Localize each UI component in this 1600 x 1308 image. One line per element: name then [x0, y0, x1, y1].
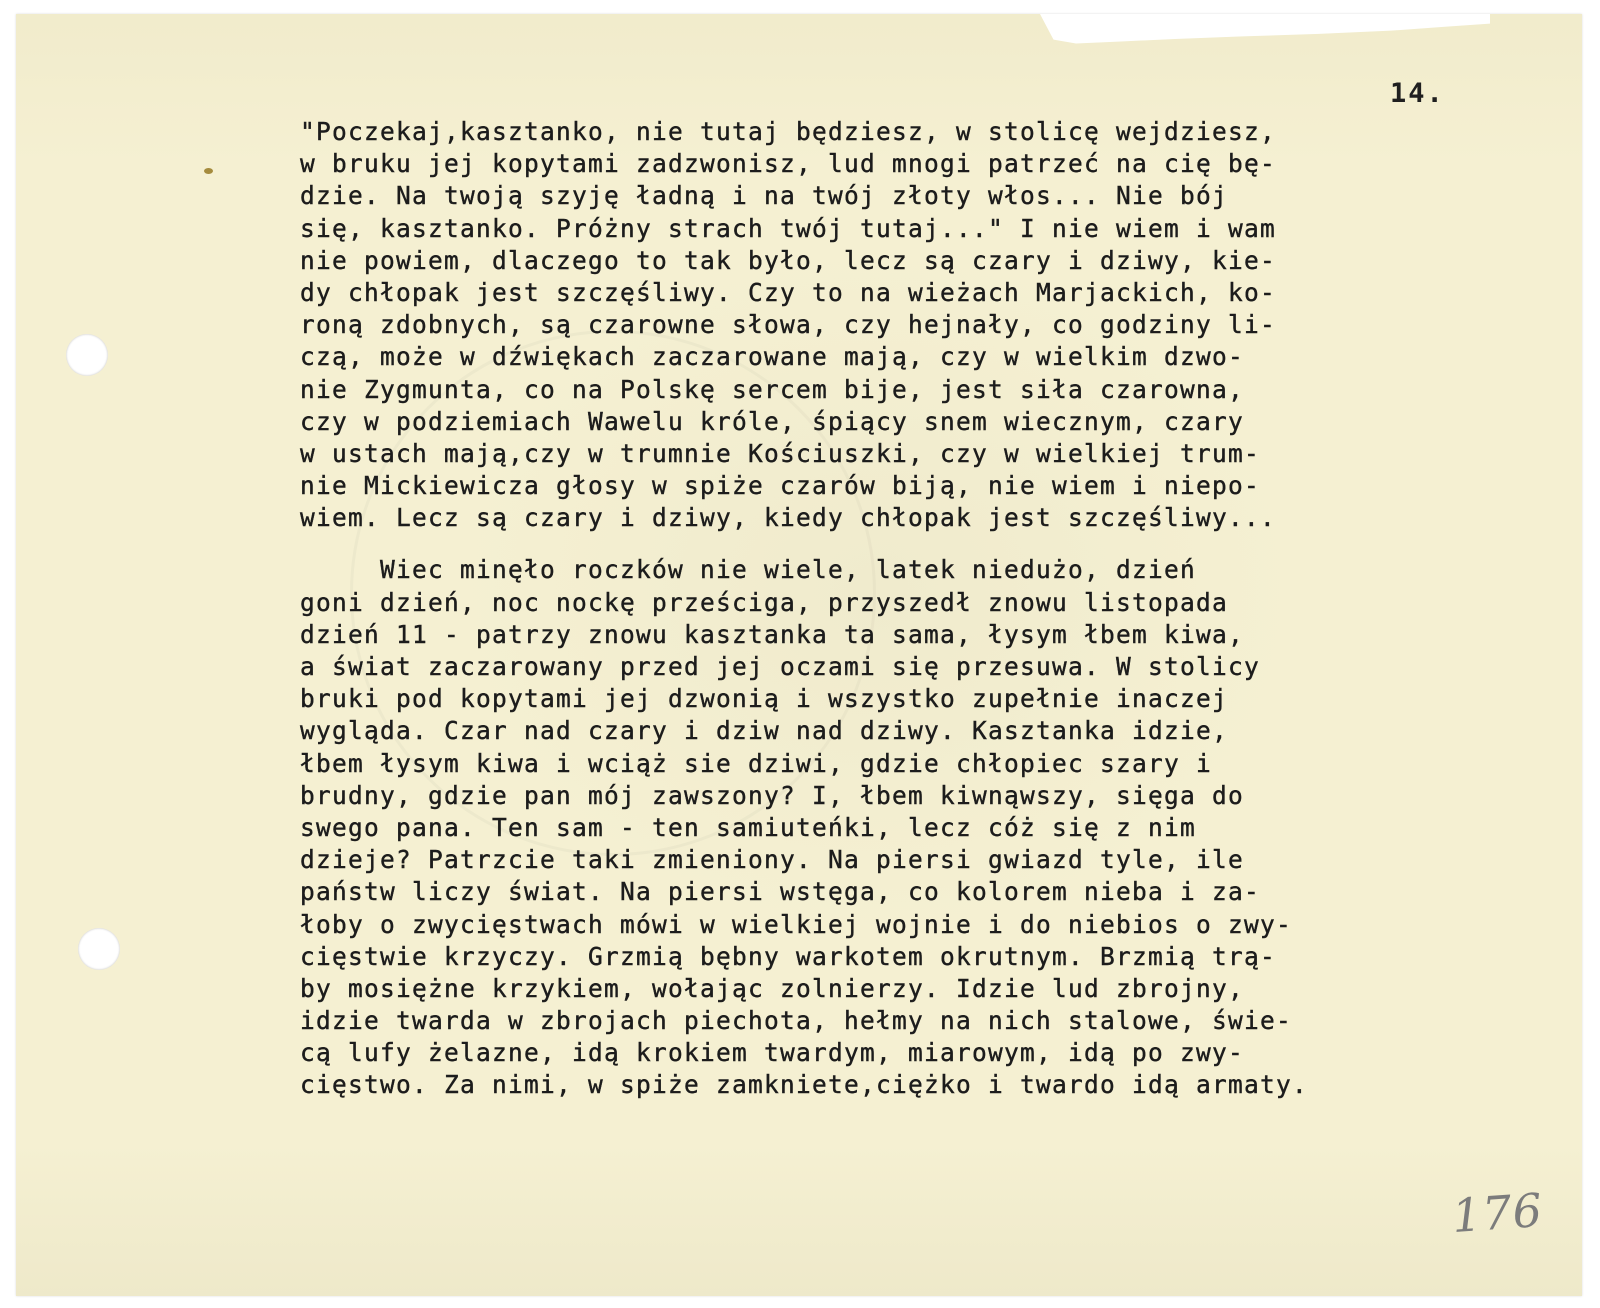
- text-line: "Poczekaj,kasztanko, nie tutaj będziesz, w stolicę wejdziesz,: [300, 117, 1277, 146]
- text-line: cięstwo. Za nimi, w spiże zamkniete,ciężko i twardo idą armaty.: [300, 1070, 1309, 1100]
- punch-hole-bottom: [78, 928, 120, 970]
- paper-speck: [204, 168, 213, 174]
- text-line: czy w podziemiach Wawelu królе, śpiący snem wiecznym, czary: [300, 406, 1245, 436]
- text-line: nie Mickiewicza głosy w spiże czarów biją, nie wiem i niepo-: [300, 471, 1261, 501]
- typewritten-text: [300, 116, 1500, 1102]
- text-line: wiem. Lecz są czary i dziwy, kiedy chłopak jest szczęśliwy...: [300, 503, 1277, 533]
- text-line: dy chłopak jest szczęśliwy. Czy to na wieżach Marjackich, ko-: [300, 277, 1277, 307]
- text-line: nie powiem, dlaczego to tak było, lecz są czary i dziwy, kie-: [300, 245, 1277, 275]
- text-line: nie Zygmunta, co na Polskę sercem bije, jest siła czarowna,: [300, 374, 1245, 404]
- paragraph-1: [300, 116, 1500, 534]
- text-line: cięstwie krzyczy. Grzmią bębny warkotem okrutnym. Brzmią trą-: [300, 941, 1277, 971]
- text-line: w ustach mają,czy w trumnie Kościuszki, czy w wielkiej trum-: [300, 438, 1261, 468]
- text-line: bruki pod kopytami jej dzwonią i wszystko zupełnie inaczej: [300, 684, 1229, 714]
- text-line: brudny, gdzie pan mój zawszony? I, łbem kiwnąwszy, sięga do: [300, 780, 1245, 810]
- punch-hole-top: [66, 334, 108, 376]
- text-line: dzieje? Patrzcie taki zmieniony. Na piersi gwiazd tyle, ile: [300, 845, 1245, 875]
- text-line: łbem łysym kiwa i wciąż sie dziwi, gdzie chłopiec szary i: [300, 748, 1213, 778]
- text-line: wygląda. Czar nad czary i dziw nad dziwy. Kasztanka idzie,: [300, 716, 1229, 746]
- text-line: swego pana. Ten sam - ten samiuteńki, lecz cóż się z nim: [300, 812, 1197, 842]
- paragraph-2: [300, 554, 1500, 1101]
- text-line: dzień 11 - patrzy znowu kasztanka ta sama, łysym łbem kiwa,: [300, 619, 1245, 649]
- text-line: Wiec minęło roczków nie wiele, latek niedużo, dzień: [300, 555, 1197, 585]
- paragraph-gap: [300, 534, 1500, 554]
- text-line: by mosiężne krzykiem, wołając zolnierzy. Idzie lud zbrojny,: [300, 973, 1245, 1003]
- page-number: 14.: [1390, 78, 1445, 109]
- handwritten-archive-number: 176: [1450, 1182, 1545, 1244]
- text-line: państw liczy świat. Na piersi wstęga, co kolorem nieba i za-: [300, 877, 1261, 907]
- text-line: a świat zaczarowany przed jej oczami się przesuwa. W stolicy: [300, 652, 1261, 681]
- text-line: się, kasztanko. Próżny strach twój tutaj..." I nie wiem i wam: [300, 213, 1277, 243]
- text-line: dzie. Na twoją szyję ładną i na twój złoty włos... Nie bój: [300, 181, 1229, 211]
- text-line: idzie twarda w zbrojach piechota, hełmy na nich stalowe, świe-: [300, 1006, 1293, 1036]
- text-line: goni dzień, noc nockę prześciga, przyszedł znowu listopada: [300, 587, 1229, 617]
- text-line: czą, może w dźwiękach zaczarowane mają, czy w wielkim dzwo-: [300, 342, 1245, 372]
- text-line: łoby o zwycięstwach mówi w wielkiej wojnie i do niebios o zwy-: [300, 909, 1293, 939]
- text-line: w bruku jej kopytami zadzwonisz, lud mnogi patrzeć na cię bę-: [300, 149, 1277, 179]
- text-line: cą lufy żelazne, idą krokiem twardym, miarowym, idą po zwy-: [300, 1038, 1245, 1068]
- text-line: roną zdobnych, są czarowne słowa, czy hejnały, co godziny li-: [300, 310, 1277, 340]
